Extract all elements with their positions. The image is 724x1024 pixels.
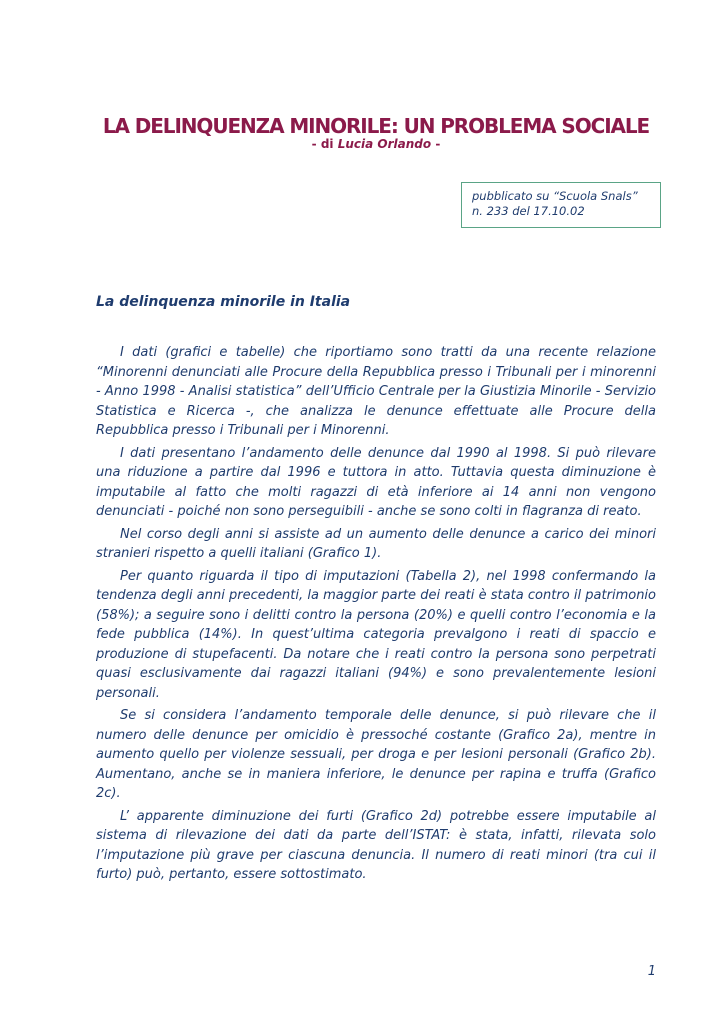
paragraph: Nel corso degli anni si assiste ad un aumento delle denunce a carico dei minori stranieri rispetto a quelli italiani (Grafico 1).	[96, 526, 656, 561]
section-heading: La delinquenza minorile in Italia	[96, 294, 351, 310]
author-name: Lucia Orlando	[337, 137, 432, 151]
byline-prefix: - di	[311, 137, 334, 151]
document-title: LA DELINQUENZA MINORILE: UN PROBLEMA SOCIALE	[102, 114, 650, 138]
paragraph: I dati presentano l’andamento delle denunce dal 1990 al 1998. Si può rilevare una riduzione a partire dal 1996 e tuttora in atto. Tuttavia questa diminuzione è imputabile al fatto che molti ragazzi di età inferiore ai 14 anni non vengono denunciati - poiché non sono perseguibili - anche se sono colti in flagranza di reato.	[96, 445, 656, 519]
publication-source: pubblicato su “Scuola Snals”	[472, 189, 638, 203]
publication-issue: n. 233 del 17.10.02	[472, 204, 585, 218]
publication-box	[461, 182, 661, 228]
paragraph: Se si considera l’andamento temporale delle denunce, si può rilevare che il numero delle denunce per omicidio è pressoché costante (Grafico 2a), mentre in aumento quello per violenze sessuali, per droga e per lesioni personali (Grafico 2b). Aumentano, anche se in maniera inferiore, le denunce per rapina e truffa (Grafico 2c).	[96, 708, 656, 801]
paragraph: Per quanto riguarda il tipo di imputazioni (Tabella 2), nel 1998 confermando la tendenza degli anni precedenti, la maggior parte dei reati è stata contro il patrimonio (58%); a seguire sono i delitti contro la persona (20%) e quelli contro l’economia e la fede pubblica (14%). In quest’ultima categoria prevalgono i reati di spaccio e produzione di stupefacenti. Da notare che i reati contro la persona sono perpetrati quasi esclusivamente dai ragazzi italiani (94%) e sono prevalentemente lesioni personali.	[96, 568, 656, 701]
byline	[96, 137, 656, 151]
paragraph: L’ apparente diminuzione dei furti (Grafico 2d) potrebbe essere imputabile al sistema di rilevazione dei dati da parte dell’ISTAT: è stata, infatti, rilevata solo l’imputazione più grave per ciascuna denuncia. Il numero di reati minori (tra cui il furto) può, pertanto, essere sottostimato.	[96, 808, 656, 882]
paragraph: I dati (grafici e tabelle) che riportiamo sono tratti da una recente relazione “Minorenni denunciati alle Procure della Repubblica presso i Tribunali per i minorenni - Anno 1998 - Analisi statistica” dell’Ufficio Centrale per la Giustizia Minorile - Servizio Statistica e Ricerca -, che analizza le denunce effettuate alle Procure della Repubblica presso i Tribunali per i Minorenni.	[96, 345, 656, 438]
byline-suffix: -	[435, 137, 441, 151]
page-number: 1	[647, 964, 656, 979]
body-text	[96, 343, 656, 888]
